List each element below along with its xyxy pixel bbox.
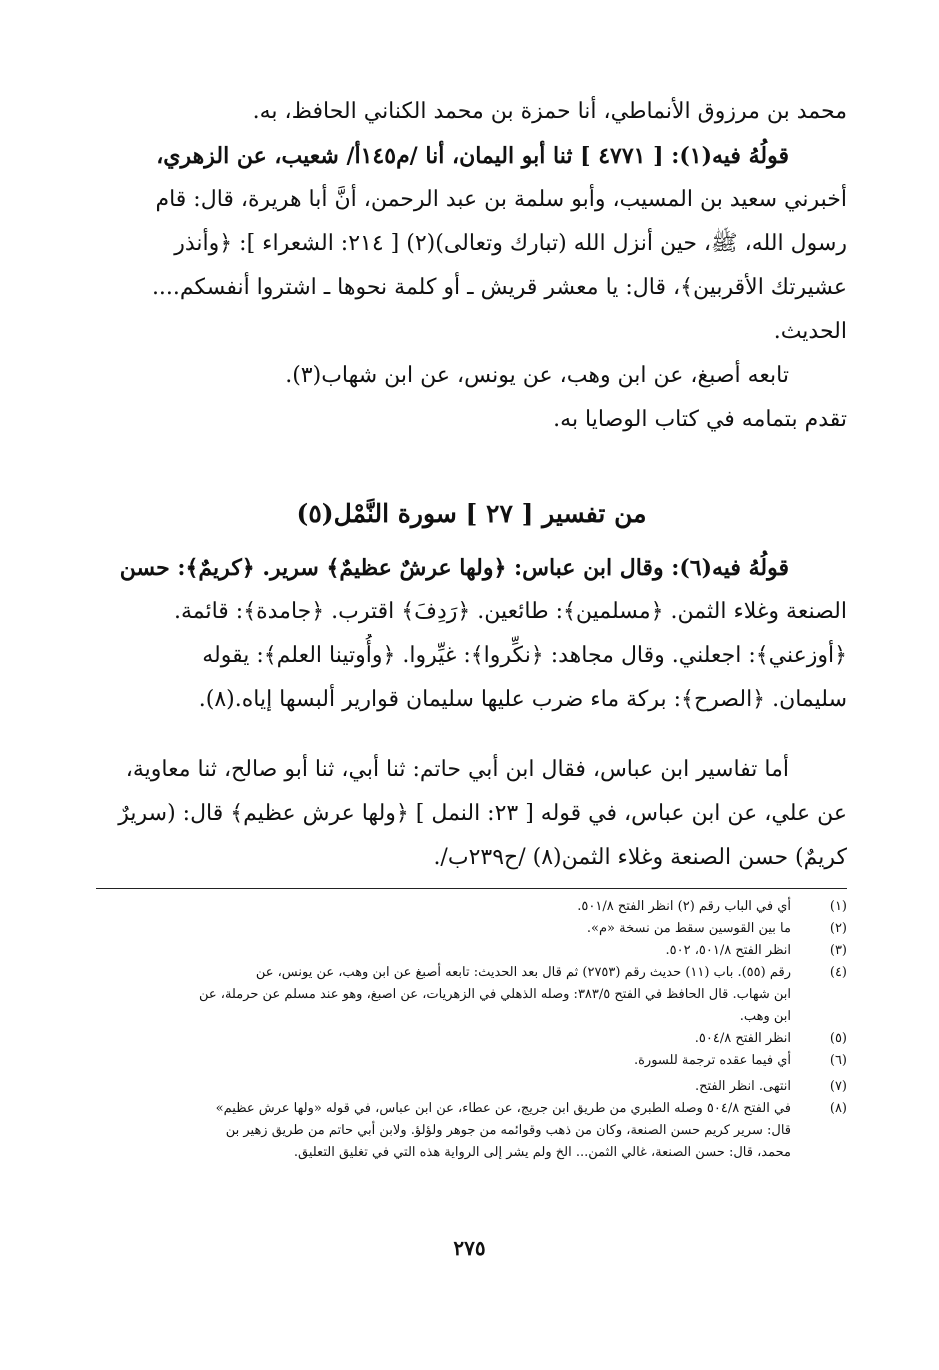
footnote-line: رقم (٥٥). باب (١١) حديث رقم (٢٧٥٣) ثم قال بعد الحديث: تابعه أصبغ عن ابن وهب، عن يونس، عن xyxy=(255,965,791,980)
body-line: تابعه أصبغ، عن ابن وهب، عن يونس، عن ابن شهاب(٣). xyxy=(285,363,789,388)
footnote-number: (٥) xyxy=(829,1031,847,1046)
body-line: عن علي، عن ابن عباس، في قوله [ ٢٣: النمل ] ﴿ولها عرش عظيم﴾ قال: (سريرٌ xyxy=(118,801,847,826)
footnote-text: انظر الفتح ٥٠٤/٨. xyxy=(694,1031,791,1046)
footnotes xyxy=(96,896,847,1164)
footnote-number: (٦) xyxy=(829,1053,847,1068)
footnote xyxy=(96,896,847,918)
section-heading: من تفسير [ ٢٧ ] سورة النَّمْل(٥) xyxy=(296,499,647,528)
body-line: أخبرني سعيد بن المسيب، وأبو سلمة بن عبد الرحمن، أنَّ أبا هريرة، قال: قام xyxy=(155,187,847,212)
footnote xyxy=(96,918,847,940)
paragraph-ibn-abbas xyxy=(96,748,847,880)
footnote-number: (١) xyxy=(829,899,847,914)
footnote-text: أي في الباب رقم (٢) انظر الفتح ٥٠١/٨. xyxy=(577,899,791,914)
footnote xyxy=(96,1076,847,1098)
body-line: كريمٌ) حسن الصنعة وغلاء الثمن(٨) /ح٢٣٩ب/. xyxy=(433,845,847,870)
footnote xyxy=(96,1098,847,1164)
body-line: الصنعة وغلاء الثمن. ﴿مسلمين﴾: طائعين. ﴿رَدِفَ﴾ اقترب. ﴿جامدة﴾: قائمة. xyxy=(173,599,847,624)
footnote-text: ما بين القوسين سقط من نسخة «م». xyxy=(586,921,791,936)
body-line: أما تفاسير ابن عباس، فقال ابن أبي حاتم: ثنا أبي، ثنا أبو صالح، ثنا معاوية، xyxy=(125,757,789,782)
footnote-text: انظر الفتح ٥٠١/٨، ٥٠٢. xyxy=(665,943,791,958)
footnote-text xyxy=(96,1098,791,1164)
footnote-number: (٨) xyxy=(829,1101,847,1116)
paragraph-riwaya xyxy=(96,90,847,442)
body-line: رسول الله، ﷺ، حين أنزل الله (تبارك وتعالى)(٢) [ ٢١٤: الشعراء ]: ﴿وأنذر xyxy=(174,231,847,256)
body-line: قولُهُ فيه(٦): وقال ابن عباس: ﴿ولها عرشٌ عظيمٌ﴾ سرير. ﴿كريمٌ﴾: حسن xyxy=(119,555,789,581)
footnote-line: ابن وهب. xyxy=(739,1009,791,1024)
footnote-number: (٤) xyxy=(829,965,847,980)
footnote-number: (٧) xyxy=(829,1079,847,1094)
footnote-line: في الفتح ٥٠٤/٨ وصله الطبري من طريق ابن جريج، عن عطاء، عن ابن عباس، في قوله «ولها عرش عظيم» xyxy=(215,1101,791,1116)
body-line: ﴿أوزعني﴾: اجعلني. وقال مجاهد: ﴿نكِّروا﴾: غيِّروا. ﴿وأُوتينا العلم﴾: يقوله xyxy=(202,643,847,668)
footnote-line: محمد، قال: حسن الصنعة، غالي الثمن... الخ ولم يشر إلى الرواية هذه التي في تغليق التعليق. xyxy=(293,1145,791,1160)
body-line: الحديث. xyxy=(773,319,847,344)
body-line: قولُهُ فيه(١): [ ٤٧٧١ ] ثنا أبو اليمان، أنا /م١٤٥أ/ شعيب، عن الزهري، xyxy=(156,143,789,169)
footnote-text: انتهى. انظر الفتح. xyxy=(694,1079,791,1094)
body-line: تقدم بتمامه في كتاب الوصايا به. xyxy=(553,407,847,432)
body-line: سليمان. ﴿الصرح﴾: بركة ماء ضرب عليها سليمان قوارير ألبسها إياه.(٨). xyxy=(198,687,847,712)
body-line: عشيرتك الأقربين﴾، قال: يا معشر قريش ـ أو كلمة نحوها ـ اشتروا أنفسكم.... xyxy=(151,275,847,300)
footnote xyxy=(96,1050,847,1072)
footnote-line: قال: سرير كريم حسن الصنعة، وكان من ذهب وقوائمه من جوهر ولؤلؤ. ولابن أبي حاتم من طريق زهير بن xyxy=(225,1123,791,1138)
footnote-number: (٣) xyxy=(829,943,847,958)
footnote-text: أي فيما عقده ترجمة للسورة. xyxy=(633,1053,791,1068)
footnote-line: ابن شهاب. قال الحافظ في الفتح ٣٨٣/٥: وصله الذهلي في الزهريات، عن اصبغ، وهو عند مسلم عن حرملة، عن xyxy=(198,987,791,1002)
page-number: ٢٧٥ xyxy=(453,1236,486,1260)
body-line: محمد بن مرزوق الأنماطي، أنا حمزة بن محمد الكناني الحافظ، به. xyxy=(252,99,847,124)
paragraph-tafsir xyxy=(96,546,847,722)
footnote-number: (٢) xyxy=(829,921,847,936)
footnote xyxy=(96,962,847,1028)
footnote xyxy=(96,940,847,962)
footnote-separator xyxy=(96,888,847,889)
footnote-text xyxy=(96,962,791,1028)
footnote xyxy=(96,1028,847,1050)
